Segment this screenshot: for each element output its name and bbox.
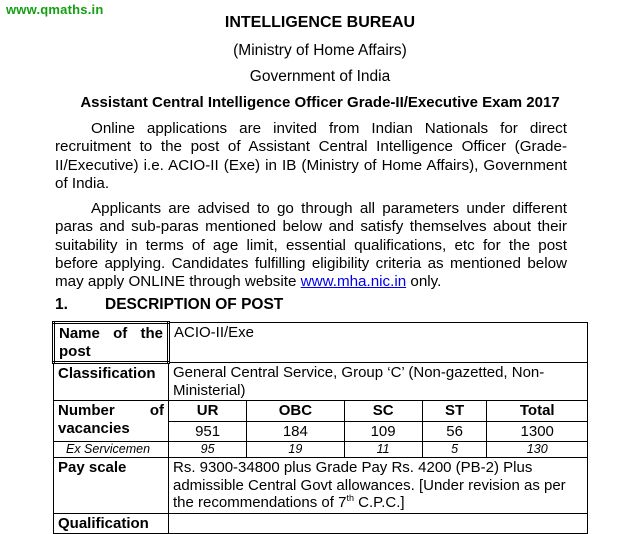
qualification-label: Qualification	[54, 513, 169, 534]
table-row	[54, 458, 588, 514]
vacancy-header-total: Total	[487, 401, 588, 422]
pay-scale-value	[169, 458, 588, 514]
ex-value-obc: 19	[247, 442, 344, 458]
advice-paragraph	[55, 200, 567, 291]
pay-text: Rs. 9300-34800 plus Grade Pay Rs. 4200 (PB-2) Plus admissible Central Govt allowances. [Under revision as per the recommendations of 7	[173, 459, 566, 511]
table-row	[54, 442, 588, 458]
label-word: post	[59, 342, 91, 360]
name-of-post-value: ACIO-II/Exe	[169, 323, 588, 363]
vacancy-value-sc: 109	[344, 421, 422, 442]
vacancy-value-obc: 184	[247, 421, 344, 442]
exam-title: Assistant Central Intelligence Officer Grade-II/Executive Exam 2017	[80, 94, 560, 111]
label-word: Name	[59, 325, 100, 342]
table-row	[54, 513, 588, 534]
ex-value-st: 5	[422, 442, 487, 458]
section-heading	[55, 296, 283, 314]
post-description-table	[52, 321, 588, 534]
section-number: 1.	[55, 296, 68, 313]
vacancy-value-total: 1300	[487, 421, 588, 442]
ex-value-total: 130	[487, 442, 588, 458]
government-line: Government of India	[249, 68, 391, 85]
section-title: DESCRIPTION OF POST	[105, 296, 284, 313]
ministry-line: (Ministry of Home Affairs)	[233, 42, 407, 59]
name-of-post-label	[54, 323, 169, 363]
vacancies-label	[54, 401, 169, 442]
intro-text: Online applications are invited from Indian Nationals for direct recruitment to the post of Assistant Central Intelligence Officer (Grade-II/Executive) i.e. ACIO-II (Exe) in IB (Ministry of Home Affairs), Government of India.	[55, 120, 567, 192]
advice-text-end: only.	[406, 273, 442, 291]
ex-servicemen-label: Ex Servicemen	[54, 442, 169, 458]
label-word: Number	[58, 402, 115, 419]
vacancy-header-sc: SC	[344, 401, 422, 422]
pay-text-end: C.P.C.]	[353, 494, 405, 511]
table-row	[54, 401, 588, 422]
vacancy-header-ur: UR	[169, 401, 247, 422]
label-word: of	[149, 402, 164, 419]
ex-value-ur: 95	[169, 442, 247, 458]
vacancy-value-st: 56	[422, 421, 487, 442]
ex-value-sc: 11	[344, 442, 422, 458]
label-word: the	[140, 325, 163, 342]
intro-paragraph	[55, 120, 567, 193]
mha-website-link[interactable]: www.mha.nic.in	[300, 273, 407, 291]
pay-scale-label: Pay scale	[54, 458, 169, 514]
vacancy-header-obc: OBC	[247, 401, 344, 422]
label-word: vacancies	[58, 419, 130, 437]
label-word: of	[113, 325, 128, 342]
vacancy-header-st: ST	[422, 401, 487, 422]
page-title: INTELLIGENCE BUREAU	[224, 14, 416, 31]
classification-value: General Central Service, Group ‘C’ (Non-gazetted, Non-Ministerial)	[169, 363, 588, 401]
pay-superscript: th	[346, 493, 354, 503]
watermark: www.qmaths.in	[6, 2, 104, 17]
table-row	[54, 323, 588, 363]
vacancy-value-ur: 951	[169, 421, 247, 442]
table-row	[54, 363, 588, 401]
qualification-value	[169, 513, 588, 534]
advice-text: Applicants are advised to go through all parameters under different paras and sub-paras mentioned below and satisfy themselves about their suitability in terms of age limit, essential qualifications, etc for the post before applying. Candidates fulfilling eligibility criteria as mentioned below may apply ONLINE through website	[55, 200, 567, 291]
classification-label: Classification	[54, 363, 169, 401]
